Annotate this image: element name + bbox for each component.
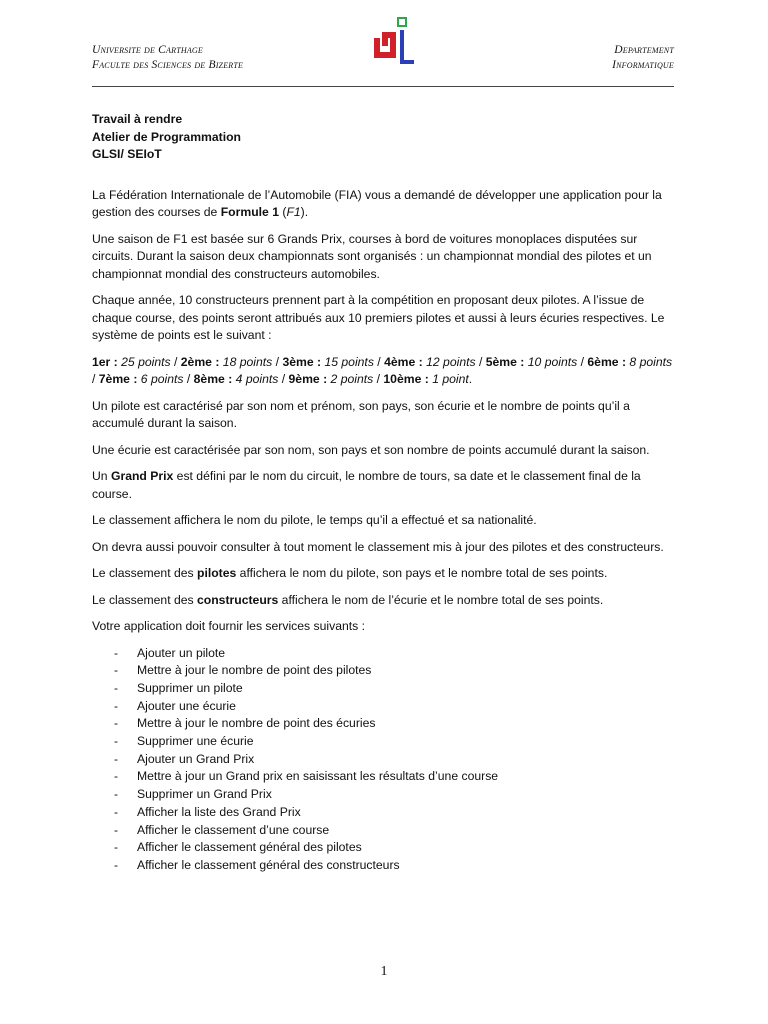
points-rank: 1er : [92,354,118,369]
points-value: 18 points [222,354,273,369]
document-body [92,111,678,875]
service-item: - Ajouter un Grand Prix [92,751,678,769]
pilot-definition: Un pilote est caractérisé par son nom et prénom, son pays, son écurie et le nombre de points qu’il a accumulé durant la saison. [92,398,630,430]
department-name: Informatique [612,59,674,71]
intro-paragraph: La Fédération Internationale de l’Automobile (FIA) vous a demandé de développer une application pour la gestion des courses de Formule 1 (F1). [92,187,662,219]
service-item: - Afficher le classement d’une course [92,822,678,840]
assignment-title [92,111,678,164]
points-rank: 3ème : [282,354,322,369]
race-ranking-paragraph: Le classement affichera le nom du pilote, le temps qu’il a effectué et sa nationalité. [92,513,537,527]
service-item: - Mettre à jour le nombre de point des écuries [92,715,678,733]
services-intro: Votre application doit fournir les services suivants : [92,619,365,633]
points-system: 1er : 25 points / 2ème : 18 points / 3ème : 15 points / 4ème : 12 points / 5ème : 10 points / 6ème : 8 points / 7ème : 6 points / 8ème : 4 points / 9ème : 2 points / 10ème : 1 point. [92,354,673,386]
points-rank: 6ème : [587,354,627,369]
pilot-ranking-paragraph: Le classement des pilotes affichera le nom du pilote, son pays et le nombre total de ses points. [92,566,608,580]
points-value: 15 points [324,354,374,369]
page-number: 1 [380,964,388,979]
university-info [92,43,243,73]
points-value: 4 points [235,372,279,386]
points-value: 1 point [432,372,469,386]
department-info [612,43,674,73]
points-rank: 2ème : [180,354,220,369]
season-paragraph: Une saison de F1 est basée sur 6 Grands Prix, courses à bord de voitures monoplaces disputées sur circuits. Durant la saison deux championnats sont organisés : un championnat mondial des pilotes et un championnat mondial des constructeurs automobiles. [92,231,652,281]
service-item: - Supprimer un Grand Prix [92,786,678,804]
title-line-1: Travail à rendre [92,112,183,126]
points-rank: 8ème : [193,372,233,386]
constructors-paragraph: Chaque année, 10 constructeurs prennent part à la compétition en proposant deux pilotes. A l’issue de chaque course, des points seront attribués aux 10 premiers pilotes et aussi à leurs écuries respectives. Le système de points est le suivant : [92,293,665,342]
service-item: - Mettre à jour un Grand prix en saisissant les résultats d’une course [92,768,678,786]
service-item: - Supprimer une écurie [92,733,678,751]
page-header [92,38,674,87]
faculty-name: Faculte des Sciences de Bizerte [92,59,244,71]
points-rank: 5ème : [485,354,525,369]
points-value: 8 points [629,354,673,369]
team-definition: Une écurie est caractérisée par son nom, son pays et son nombre de points accumulé durant la saison. [92,442,650,457]
consult-paragraph: On devra aussi pouvoir consulter à tout moment le classement mis à jour des pilotes et des constructeurs. [92,539,664,554]
department-label: Departement [614,44,674,56]
points-rank: 9ème : [288,372,328,386]
service-item: - Ajouter une écurie [92,698,678,716]
points-value: 2 points [330,372,374,386]
points-rank: 4ème : [384,354,423,369]
title-line-3: GLSI/ SEIoT [92,147,162,161]
service-item: - Mettre à jour le nombre de point des pilotes [92,662,678,680]
title-line-2: Atelier de Programmation [92,129,241,144]
points-value: 25 points [121,354,171,369]
services-list [92,645,678,875]
points-value: 10 points [527,354,578,369]
constructor-ranking-paragraph: Le classement des constructeurs affichera le nom de l’écurie et le nombre total de ses points. [92,592,604,607]
service-item: - Supprimer un pilote [92,680,678,698]
service-item: - Afficher la liste des Grand Prix [92,804,678,822]
points-value: 12 points [426,354,476,369]
points-rank: 10ème : [383,372,429,386]
service-item: - Ajouter un pilote [92,645,678,663]
points-value: 6 points [140,372,184,386]
service-item: - Afficher le classement général des pilotes [92,839,678,857]
points-rank: 7ème : [98,372,138,386]
grand-prix-definition: Un Grand Prix est défini par le nom du circuit, le nombre de tours, sa date et le classement final de la course. [92,469,641,501]
service-item: - Afficher le classement général des constructeurs [92,857,678,875]
university-name: Universite de Carthage [92,44,204,56]
faculty-logo-icon [368,16,416,78]
